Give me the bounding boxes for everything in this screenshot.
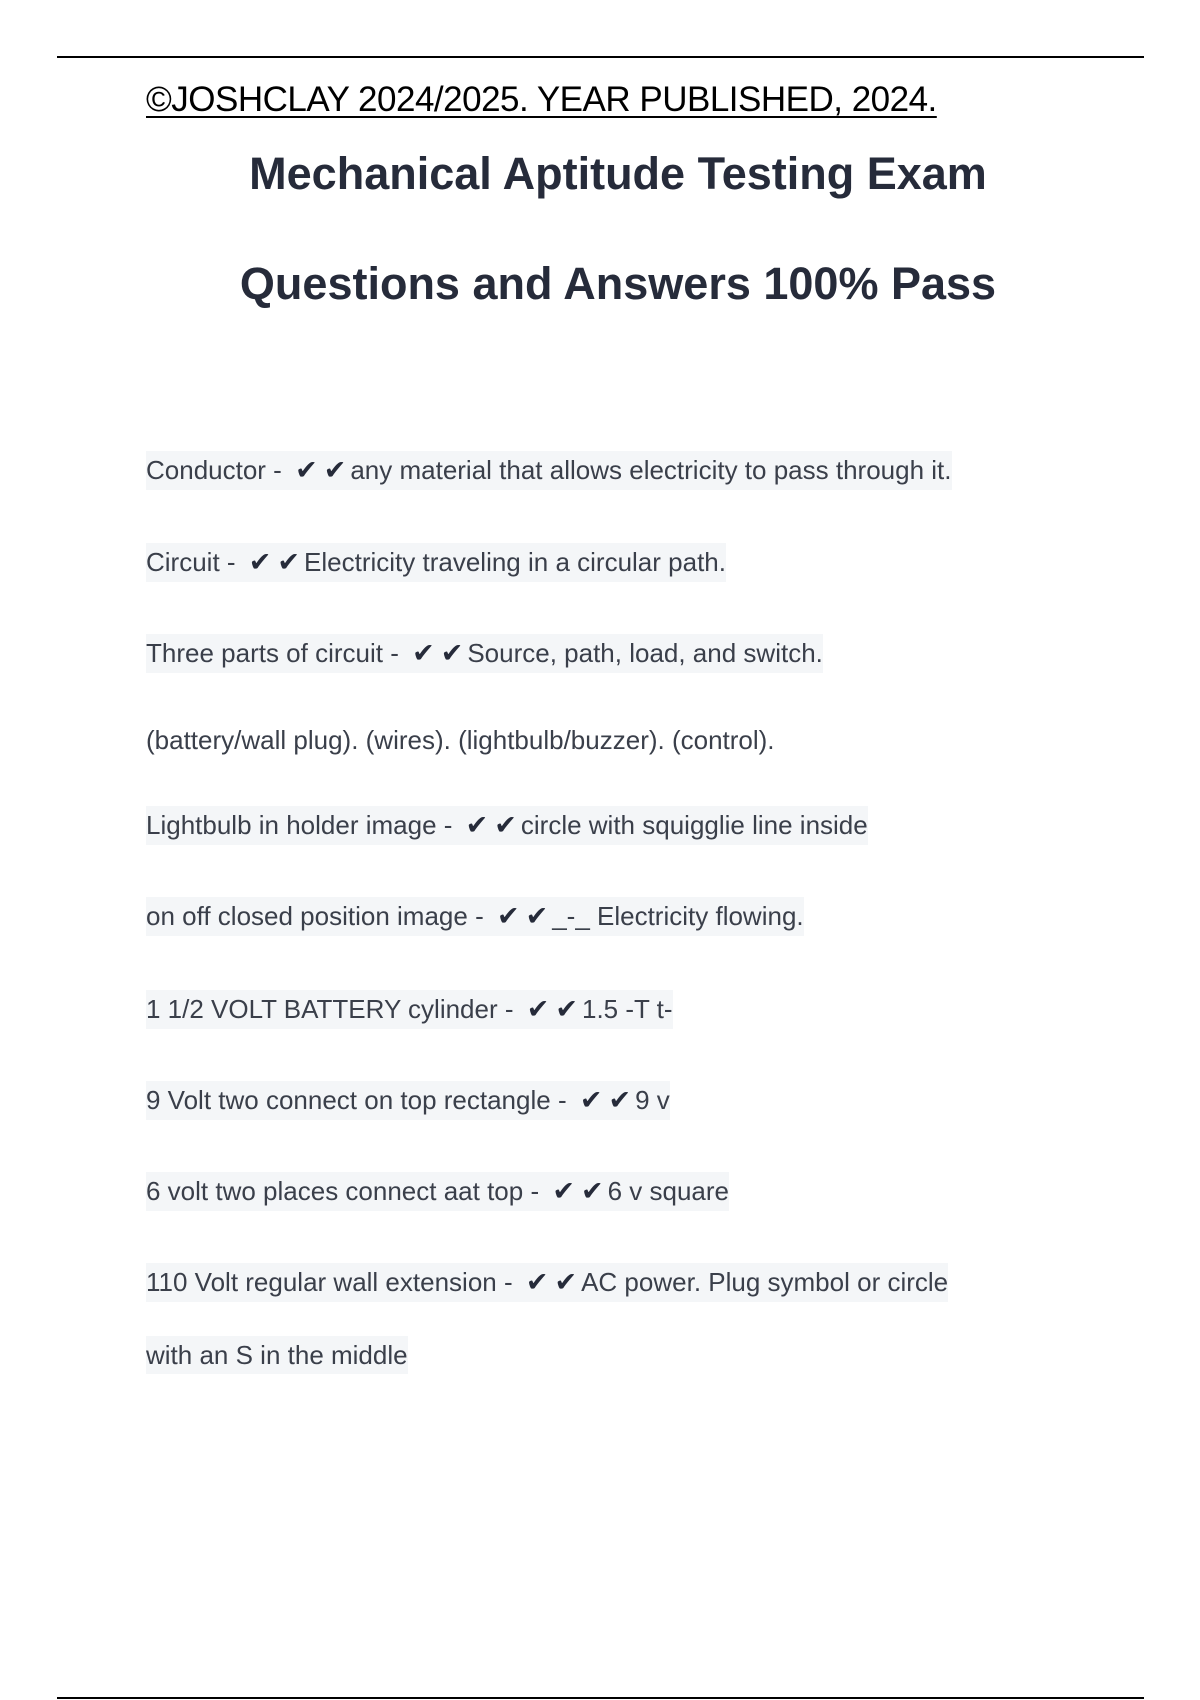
continuation-text: (battery/wall plug). (wires). (lightbulb/buzzer). (control). xyxy=(146,725,775,755)
check-icon: ✔ xyxy=(525,901,549,932)
check-icon: ✔ xyxy=(277,547,301,578)
answer-text: 1.5 -T t- xyxy=(582,994,673,1024)
document-title-line-1: Mechanical Aptitude Testing Exam xyxy=(249,148,987,199)
check-icon: ✔ xyxy=(525,1267,549,1298)
answer-text: 6 v square xyxy=(607,1176,729,1206)
question-text: Circuit - xyxy=(146,547,243,577)
answer-text: Electricity traveling in a circular path. xyxy=(304,547,726,577)
question-text: on off closed position image - xyxy=(146,901,491,931)
bottom-rule xyxy=(57,1697,1144,1699)
check-icon: ✔ xyxy=(248,547,272,578)
answer-text: _-_ Electricity flowing. xyxy=(552,901,804,931)
answer-text: 9 v xyxy=(635,1085,670,1115)
top-rule xyxy=(57,56,1144,58)
check-icon: ✔ xyxy=(526,994,550,1025)
check-icon: ✔ xyxy=(552,1176,575,1207)
check-icon: ✔ xyxy=(494,810,517,841)
qa-item-conductor xyxy=(146,451,952,490)
question-text: Conductor - xyxy=(146,455,290,485)
check-icon: ✔ xyxy=(412,638,435,669)
qa-item-lightbulb xyxy=(146,806,868,845)
document-title-line-2: Questions and Answers 100% Pass xyxy=(239,258,997,309)
question-text: 1 1/2 VOLT BATTERY cylinder - xyxy=(146,994,521,1024)
check-icon: ✔ xyxy=(580,1176,604,1207)
copyright-header: ©JOSHCLAY 2024/2025. YEAR PUBLISHED, 2024. xyxy=(146,80,937,119)
check-icon: ✔ xyxy=(608,1085,632,1116)
question-text: Three parts of circuit - xyxy=(146,638,407,668)
answer-text: Source, path, load, and switch. xyxy=(467,638,823,668)
question-text: 6 volt two places connect aat top - xyxy=(146,1176,547,1206)
check-icon: ✔ xyxy=(323,455,347,486)
qa-item-6-volt xyxy=(146,1172,729,1211)
qa-item-on-off xyxy=(146,897,804,936)
qa-item-three-parts xyxy=(146,634,823,673)
answer-text: AC power. Plug symbol or circle xyxy=(581,1267,949,1297)
qa-continuation-parts xyxy=(146,721,775,759)
question-text: Lightbulb in holder image - xyxy=(146,810,460,840)
check-icon: ✔ xyxy=(579,1085,603,1116)
qa-item-9-volt xyxy=(146,1081,670,1120)
check-icon: ✔ xyxy=(440,638,464,669)
qa-item-110-volt xyxy=(146,1263,948,1302)
check-icon: ✔ xyxy=(496,901,520,932)
answer-text: circle with squigglie line inside xyxy=(520,810,868,840)
answer-text: any material that allows electricity to pass through it. xyxy=(350,455,952,485)
qa-item-1-5-volt xyxy=(146,990,673,1029)
question-text: 9 Volt two connect on top rectangle - xyxy=(146,1085,574,1115)
qa-continuation-110-volt xyxy=(146,1336,408,1374)
check-icon: ✔ xyxy=(295,455,318,486)
question-text: 110 Volt regular wall extension - xyxy=(146,1267,520,1297)
check-icon: ✔ xyxy=(465,810,489,841)
continuation-text: with an S in the middle xyxy=(146,1340,408,1370)
check-icon: ✔ xyxy=(555,994,578,1025)
check-icon: ✔ xyxy=(554,1267,578,1298)
qa-item-circuit xyxy=(146,543,726,582)
